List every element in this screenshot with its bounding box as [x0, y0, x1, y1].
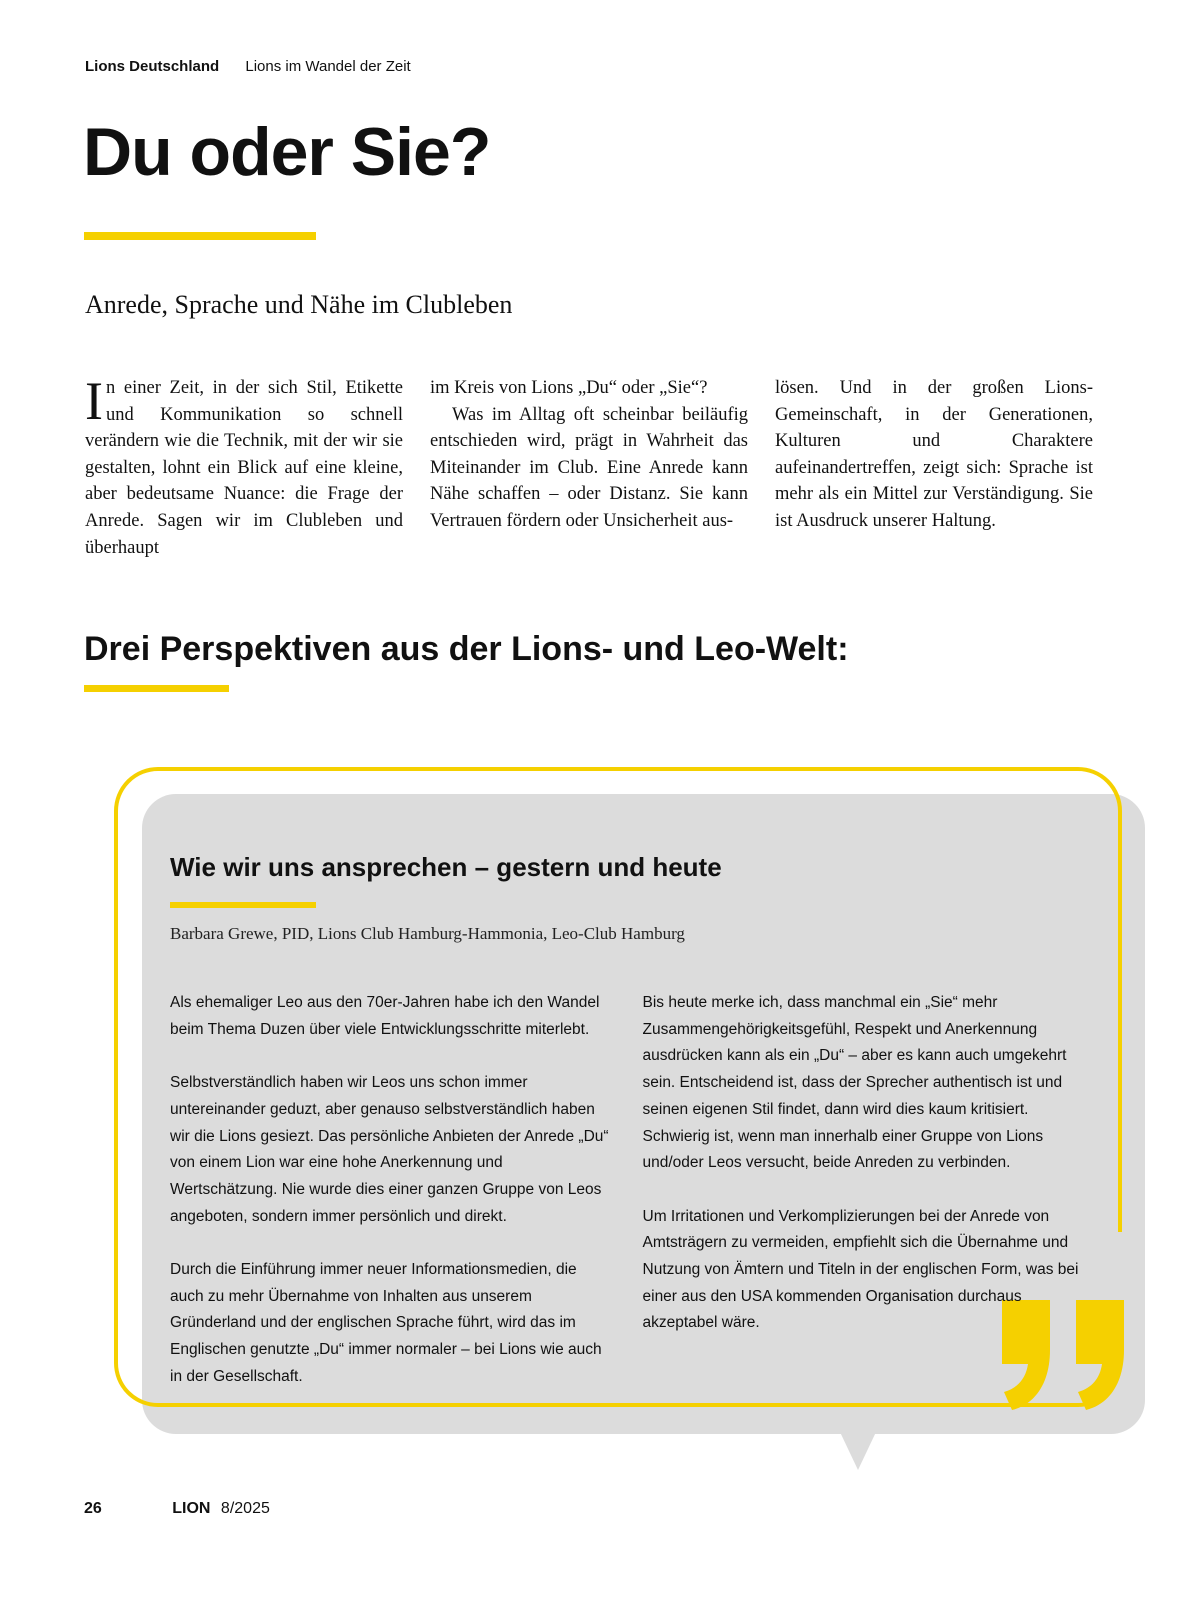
- intro-columns: [85, 371, 1093, 561]
- title-underline: [84, 232, 316, 240]
- quote-box-title: Wie wir uns ansprechen – gestern und heute: [170, 852, 722, 882]
- quote-author: Barbara Grewe, PID, Lions Club Hamburg-Hammonia, Leo-Club Hamburg: [170, 924, 685, 943]
- intro-text-3: lösen. Und in der großen Lions-Gemeinschaft, in der Generationen, Kulturen und Charaktere aufeinandertreffen, zeigt sich: Sprache ist mehr als ein Mittel zur Verständigung. Sie ist Ausdruck unserer Haltung.: [775, 378, 1093, 531]
- quote-paragraph: Durch die Einführung immer neuer Informationsmedien, die auch zu mehr Übernahme von Inhalten aus unserem Gründerland und der englischen Sprache führt, wird das im Englischen genutzte „Du“ immer normaler – bei Lions wie auch in der Gesellschaft.: [170, 1261, 602, 1385]
- quote-paragraph: Bis heute merke ich, dass manchmal ein „Sie“ mehr Zusammengehörigkeitsgefühl, Respekt und Anerkennung ausdrücken kann als ein „Du“ – aber es kann auch umgekehrt sein. Entscheidend ist, dass der Sprecher authentisch ist und seinen eigenen Stil findet, dann wird dies kaum kritisiert. Schwierig ist, wenn man innerhalb einer Gruppe von Lions und/oder Leos versucht, beide Anreden zu verbinden.: [642, 994, 1067, 1172]
- section-heading: Drei Perspektiven aus der Lions- und Leo-Welt:: [84, 630, 849, 668]
- intro-column-1: [85, 371, 403, 561]
- quote-paragraph: Als ehemaliger Leo aus den 70er-Jahren habe ich den Wandel beim Thema Duzen über viele Entwicklungsschritte miterlebt.: [170, 994, 600, 1038]
- quote-box-underline: [170, 902, 316, 908]
- speech-bubble-tail: [840, 1432, 876, 1470]
- page-number: 26: [84, 1500, 102, 1517]
- quote-paragraph: Selbstverständlich haben wir Leos uns schon immer untereinander geduzt, aber genauso selbstverständlich haben wir die Lions gesiezt. Das persönliche Anbieten der Anrede „Du“ von einem Lion war eine hohe Anerkennung und Wertschätzung. Nie wurde dies einer ganzen Gruppe von Leos angeboten, sondern immer persönlich und direkt.: [170, 1074, 609, 1225]
- section-underline: [84, 685, 229, 692]
- quote-column-right: [643, 990, 1086, 1417]
- subsection-label: Lions im Wandel der Zeit: [245, 58, 411, 75]
- intro-column-3: [775, 375, 1093, 561]
- page-footer: [84, 1500, 270, 1518]
- intro-column-2: [430, 375, 748, 561]
- article-title: Du oder Sie?: [83, 114, 491, 190]
- article-subtitle: Anrede, Sprache und Nähe im Clubleben: [85, 290, 513, 319]
- intro-text-2a: im Kreis von Lions „Du“ oder „Sie“?: [430, 378, 708, 398]
- quote-columns: [170, 990, 1085, 1417]
- drop-cap: I: [85, 371, 103, 431]
- intro-text-1: n einer Zeit, in der sich Stil, Etikette und Kommunikation so schnell verändern wie die Technik, mit der wir sie gestalten, lohnt ein Blick auf eine kleine, aber bedeutsame Nuance: die Frage der Anrede. Sagen wir im Clubleben und überhaupt: [85, 378, 403, 558]
- quote-paragraph: Um Irritationen und Verkomplizierungen bei der Anrede von Amtsträgern zu vermeiden, empfiehlt sich die Übernahme und Nutzung von Ämtern und Titeln in der englischen Form, was bei einer aus den USA kommenden Organisation durchaus akzeptabel wäre.: [642, 1207, 1079, 1332]
- issue-number: 8/2025: [220, 1500, 270, 1517]
- section-label: Lions Deutschland: [85, 58, 220, 75]
- intro-text-2b: Was im Alltag oft scheinbar beiläufig entschieden wird, prägt in Wahrheit das Miteinander im Club. Eine Anrede kann Nähe schaffen – oder Distanz. Sie kann Vertrauen fördern oder Unsicherheit aus-: [430, 404, 748, 531]
- magazine-name: LION: [172, 1500, 211, 1517]
- page-header: [85, 58, 411, 75]
- quote-column-left: [170, 990, 613, 1417]
